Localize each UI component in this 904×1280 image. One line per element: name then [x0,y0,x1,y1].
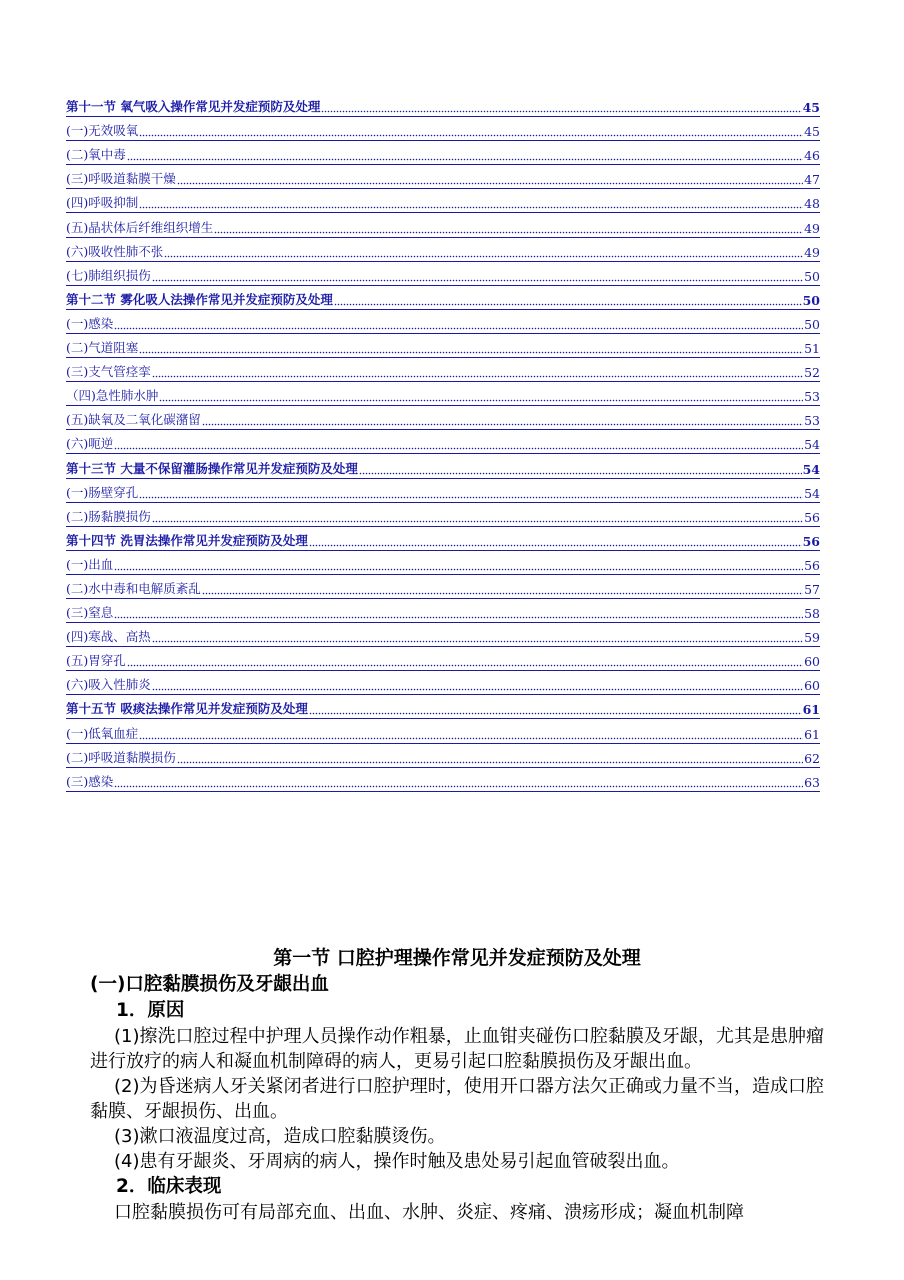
toc-section-link[interactable] [66,527,820,551]
toc-item-title: (二)氧中毒 [66,147,126,163]
toc-page-number: 47 [804,172,820,188]
toc-page-number: 56 [804,509,820,525]
toc-leader-dots [152,631,803,645]
toc-page-number: 48 [804,196,820,212]
document-body [90,944,824,1225]
toc-item-title: 第十三节 大量不保留灌肠操作常见并发症预防及处理 [66,460,358,476]
toc-item-title: (七)肺组织损伤 [66,267,151,283]
toc-leader-dots [152,511,803,525]
toc-leader-dots [114,559,803,573]
toc-page-number: 51 [804,341,820,357]
toc-leader-dots [214,222,803,236]
toc-leader-dots [177,173,803,187]
toc-item-title: (一)感染 [66,315,114,331]
toc-item-title: (三)窒息 [66,605,114,621]
toc-item-link[interactable] [66,238,820,262]
toc-item-link[interactable] [66,310,820,334]
toc-item-title: (二)呼吸道黏膜损伤 [66,749,176,765]
paragraph: (1)擦洗口腔过程中护理人员操作动作粗暴，止血钳夹碰伤口腔黏膜及牙龈，尤其是患肿瘤进行放疗的病人和凝血机制障碍的病人，更易引起口腔黏膜损伤及牙龈出血。 [90,1026,824,1072]
toc-item-title: 第十五节 吸痰法操作常见并发症预防及处理 [66,701,308,717]
toc-item-link[interactable] [66,719,820,743]
toc-section-link[interactable] [66,286,820,310]
toc-item-link[interactable] [66,382,820,406]
toc-item-title: (六)吸收性肺不张 [66,243,164,259]
toc-page-number: 61 [804,726,820,742]
toc-page-number: 60 [804,678,820,694]
toc-section-link[interactable] [66,454,820,478]
toc-item-title: (三)感染 [66,773,114,789]
toc-leader-dots [114,318,803,332]
toc-item-title: (二)气道阻塞 [66,340,139,356]
toc-item-link[interactable] [66,334,820,358]
toc-leader-dots [114,438,803,452]
toc-leader-dots [177,752,803,766]
toc-page-number: 54 [802,461,820,477]
toc-leader-dots [139,728,803,742]
section-title: 第一节 口腔护理操作常见并发症预防及处理 [273,947,641,969]
toc-leader-dots [114,776,803,790]
toc-page-number: 57 [804,581,820,597]
toc-leader-dots [127,655,803,669]
toc-leader-dots [359,463,802,477]
toc-page-number: 63 [804,774,820,790]
toc-page-number: 45 [802,100,820,116]
toc-item-link[interactable] [66,575,820,599]
toc-page-number: 53 [804,389,820,405]
toc-item-title: (五)缺氧及二氧化碳潴留 [66,412,201,428]
toc-section-link[interactable] [66,695,820,719]
toc-item-link[interactable] [66,117,820,141]
toc-leader-dots [152,366,803,380]
toc-item-link[interactable] [66,744,820,768]
toc-page-number: 56 [804,557,820,573]
toc-item-link[interactable] [66,551,820,575]
toc-leader-dots [202,583,803,597]
toc-leader-dots [152,270,803,284]
toc-page-number: 58 [804,606,820,622]
toc-page-number: 50 [802,292,820,308]
toc-page-number: 54 [804,485,820,501]
toc-item-title: (三)呼吸道黏膜干燥 [66,171,176,187]
toc-item-title: （四)急性肺水肿 [66,388,159,404]
toc-item-title: 第十二节 雾化吸人法操作常见并发症预防及处理 [66,291,333,307]
toc-leader-dots [334,294,802,308]
toc-page-number: 50 [804,316,820,332]
toc-page-number: 52 [804,365,820,381]
toc-item-title: (三)支气管痉挛 [66,364,151,380]
toc-item-link[interactable] [66,623,820,647]
toc-item-title: (二)水中毒和电解质紊乱 [66,580,201,596]
toc-item-link[interactable] [66,503,820,527]
paragraph: (3)漱口液温度过高，造成口腔黏膜烫伤。 [114,1126,446,1147]
toc-leader-dots [152,679,803,693]
toc-page-number: 45 [804,124,820,140]
toc-item-link[interactable] [66,430,820,454]
toc-leader-dots [139,487,803,501]
table-of-contents [66,93,820,792]
toc-item-link[interactable] [66,141,820,165]
toc-item-link[interactable] [66,189,820,213]
toc-leader-dots [139,197,803,211]
toc-page-number: 61 [802,702,820,718]
subsection-title: (一)口腔黏膜损伤及牙龈出血 [90,974,329,995]
toc-item-title: (一)出血 [66,556,114,572]
paragraph: (2)为昏迷病人牙关紧闭者进行口腔护理时，使用开口器方法欠正确或力量不当，造成口腔黏膜、牙龈损伤、出血。 [90,1076,824,1122]
toc-leader-dots [309,535,802,549]
toc-page-number: 62 [804,750,820,766]
toc-leader-dots [321,101,801,115]
toc-page-number: 56 [802,533,820,549]
toc-item-title: (一)肠壁穿孔 [66,484,139,500]
toc-page-number: 54 [804,437,820,453]
toc-leader-dots [159,390,803,404]
toc-item-title: 第十四节 洗胃法操作常见并发症预防及处理 [66,532,308,548]
toc-item-title: (六)呃逆 [66,436,114,452]
toc-page-number: 46 [804,148,820,164]
toc-leader-dots [127,149,803,163]
paragraph: 口腔黏膜损伤可有局部充血、出血、水肿、炎症、疼痛、溃疡形成；凝血机制障 [114,1202,744,1223]
toc-item-title: (四)寒战、高热 [66,629,151,645]
toc-item-link[interactable] [66,358,820,382]
toc-page-number: 49 [804,220,820,236]
toc-page-number: 49 [804,244,820,260]
toc-item-link[interactable] [66,165,820,189]
toc-item-title: (一)低氧血症 [66,725,139,741]
toc-item-link[interactable] [66,213,820,237]
toc-item-link[interactable] [66,262,820,286]
heading-causes: 1．原因 [116,1000,185,1021]
toc-item-title: (四)呼吸抑制 [66,195,139,211]
paragraph: (4)患有牙龈炎、牙周病的病人，操作时触及患处易引起血管破裂出血。 [114,1151,680,1172]
toc-item-link[interactable] [66,647,820,671]
toc-leader-dots [164,246,803,260]
toc-page-number: 50 [804,268,820,284]
toc-leader-dots [139,125,803,139]
toc-item-title: (五)晶状体后纤维组织增生 [66,219,214,235]
toc-item-title: 第十一节 氧气吸入操作常见并发症预防及处理 [66,99,321,115]
toc-page-number: 60 [804,654,820,670]
toc-section-link[interactable] [66,93,820,117]
toc-page-number: 53 [804,413,820,429]
toc-leader-dots [309,703,802,717]
toc-item-link[interactable] [66,768,820,792]
toc-item-link[interactable] [66,406,820,430]
toc-leader-dots [202,414,803,428]
toc-leader-dots [139,342,803,356]
toc-item-title: (六)吸入性肺炎 [66,677,151,693]
toc-item-title: (五)胃穿孔 [66,653,126,669]
toc-item-link[interactable] [66,599,820,623]
toc-leader-dots [114,607,803,621]
heading-clinical: 2．临床表现 [116,1176,222,1197]
toc-item-title: (二)肠黏膜损伤 [66,508,151,524]
toc-item-link[interactable] [66,671,820,695]
toc-page-number: 59 [804,630,820,646]
toc-item-title: (一)无效吸氧 [66,123,139,139]
toc-item-link[interactable] [66,479,820,503]
